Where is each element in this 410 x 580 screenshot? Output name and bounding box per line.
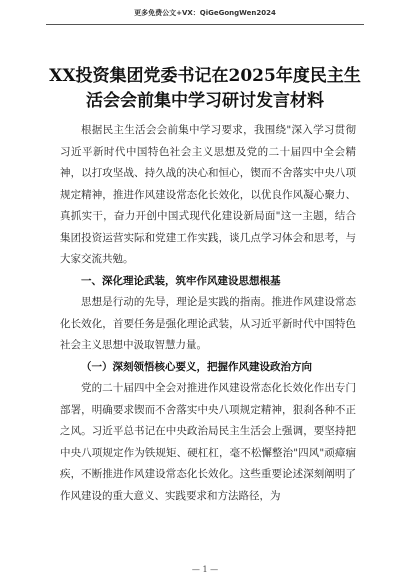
- intro-paragraph: 根据民主生活会会前集中学习要求，我围绕"深入学习贯彻习近平新时代中国特色社会主义思想及党的二十届四中全会精神，以打攻坚战、持久战的决心和恒心，锲而不舍落实中央八项规定精神，推进作风建设常态化长效化，以优良作风凝心聚力、真抓实干，奋力开创中国式现代化建设新局面"这一主题，结合集团投资运营实际和党建工作实践，谈几点学习体会和思考，与大家交流共勉。: [60, 124, 356, 265]
- header-divider: [46, 24, 364, 25]
- subsection-heading-1: （一）深刻领悟核心要义，把握作风建设政治方向: [81, 360, 312, 373]
- section-heading-1: 一、深化理论武装，筑牢作风建设思想根基: [81, 274, 281, 287]
- document-title: XX投资集团党委书记在2025年度民主生活会会前集中学习研讨发言材料: [49, 66, 361, 111]
- document-body: [60, 120, 356, 507]
- subsection-1-paragraph: 党的二十届四中全会对推进作风建设常态化长效化作出专门部署，明确要求锲而不舍落实中央八项规定精神，狠刹各种不正之风。习近平总书记在中央政治局民主生活会上强调，要坚持把中央八项规定作为铁规矩、硬杠杠，毫不松懈整治"四风"顽瘴痼疾，不断推进作风建设常态化长效化。这些重要论述深刻阐明了作风建设的重大意义、实践要求和方法路径，为: [60, 382, 356, 502]
- section-1-paragraph: 思想是行动的先导，理论是实践的指南。推进作风建设常态化长效化，首要任务是强化理论武装，从习近平新时代中国特色社会主义思想中汲取智慧力量。: [60, 296, 356, 351]
- page-number: — 1 —: [191, 565, 219, 574]
- header-note: 更多免费公文+VX：QiGeGongWen2024: [134, 9, 276, 17]
